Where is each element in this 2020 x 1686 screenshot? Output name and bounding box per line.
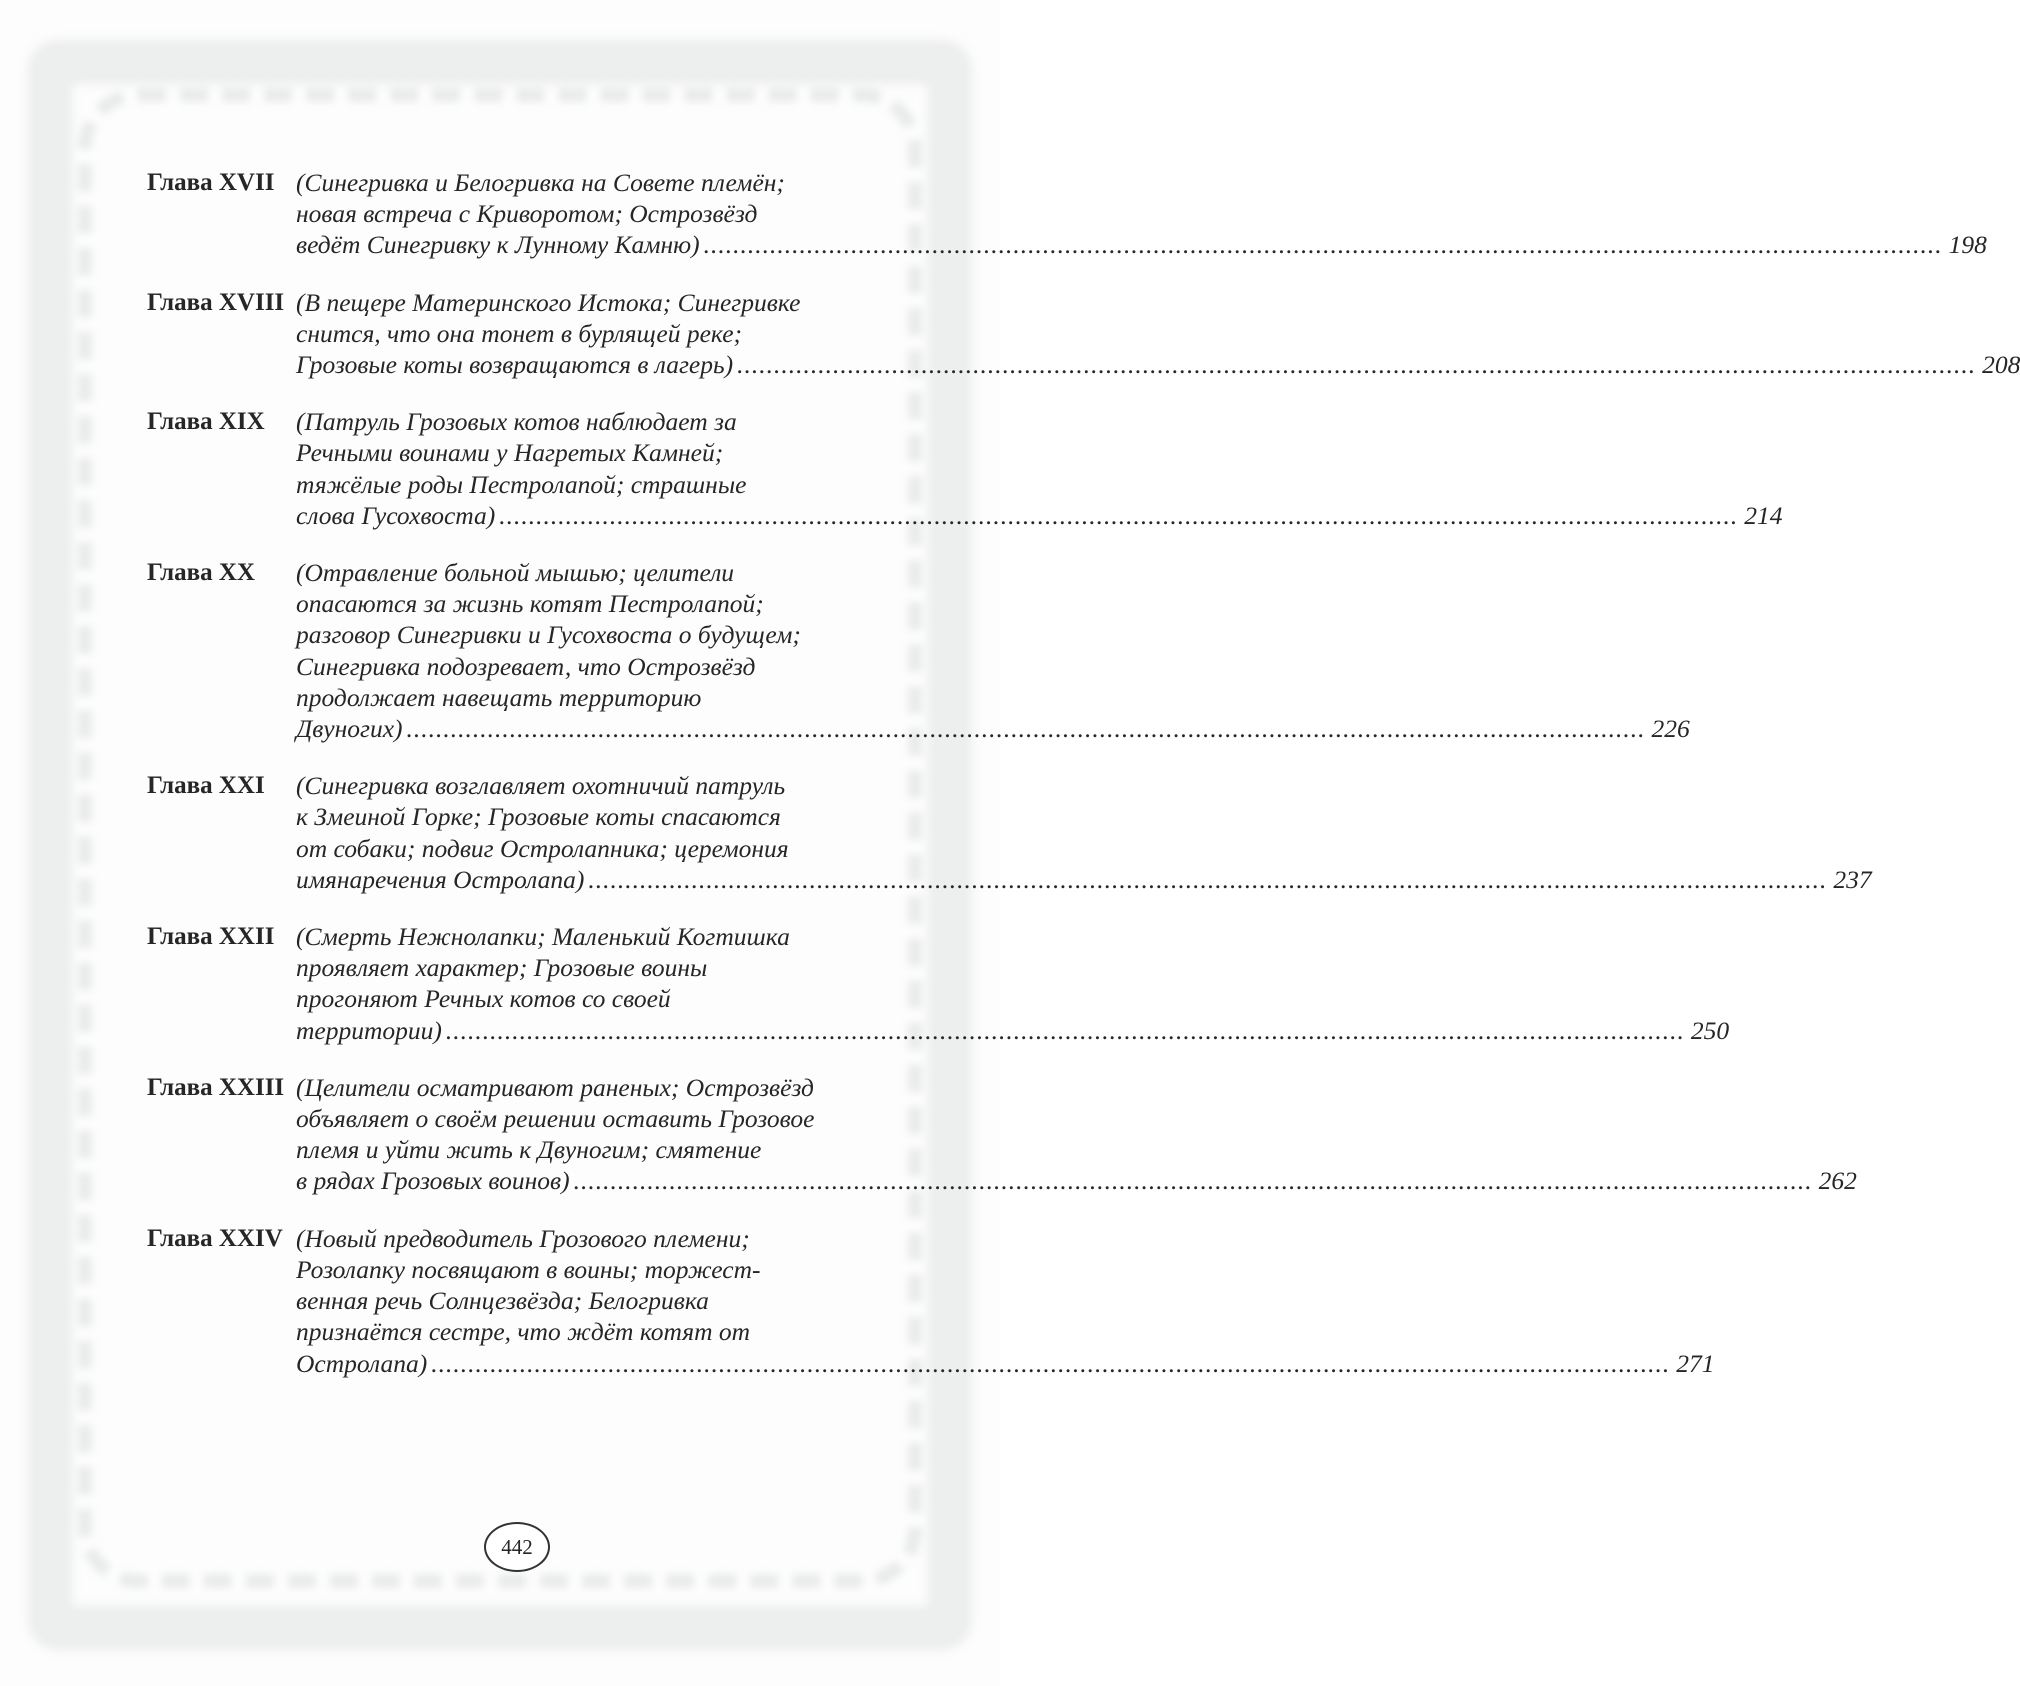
chapter-page-number: 226: [1651, 714, 1690, 744]
description-line: разговор Синегривки и Гусохвоста о будущем;: [296, 620, 801, 650]
chapter-page-number: 250: [1690, 1015, 1730, 1045]
description-line: Двуногих): [296, 714, 403, 744]
description-last-line: [296, 349, 2020, 380]
chapter-label: Глава XX: [147, 559, 255, 587]
description-last-line: [296, 229, 1987, 260]
chapter-page-number: 214: [1744, 500, 1783, 530]
page-number-badge: [484, 1522, 550, 1572]
toc-entry: [147, 287, 2020, 381]
description-last-line: [296, 500, 1783, 531]
chapter-page-number: 262: [1818, 1166, 1857, 1196]
toc-entry: [147, 406, 1783, 531]
chapter-page-number: 198: [1948, 230, 1987, 260]
description-last-line: [296, 864, 1872, 895]
chapter-description: [296, 167, 1987, 261]
dot-leader: [446, 1015, 1685, 1046]
description-line: к Змеиной Горке; Грозовые коты спасаются: [296, 802, 781, 832]
description-line: Речными воинами у Нагретых Камней;: [296, 438, 724, 468]
dot-leader: [499, 500, 1738, 531]
chapter-label: Глава XVII: [147, 169, 275, 196]
dot-leader: [704, 229, 1943, 260]
description-line: (Целители осматривают раненых; Острозвёзд: [296, 1072, 814, 1102]
description-line: объявляет о своём решении оставить Грозовое: [296, 1104, 815, 1134]
description-line: (В пещере Материнского Истока; Синегривке: [296, 287, 801, 317]
chapter-description: [296, 287, 2020, 381]
description-last-line: [296, 1015, 1729, 1046]
description-line: (Смерть Нежнолапки; Маленький Когтишка: [296, 922, 790, 952]
description-line: снится, что она тонет в бурлящей реке;: [296, 318, 743, 348]
toc-entry: [147, 1223, 1715, 1379]
description-last-line: [296, 1348, 1714, 1379]
chapter-label: Глава XXI: [147, 772, 265, 800]
dot-leader: [574, 1165, 1813, 1196]
chapter-description: [296, 1072, 1857, 1197]
description-line: имянаречения Остролапа): [296, 864, 585, 894]
chapter-page-number: 237: [1833, 864, 1872, 894]
page-number: 442: [501, 1534, 533, 1559]
chapter-page-number: 208: [1982, 350, 2020, 380]
description-line: племя и уйти жить к Двуногим; смятение: [296, 1135, 762, 1165]
dot-leader: [588, 864, 1827, 895]
toc-entry: [147, 557, 1690, 744]
description-line: (Отравление больной мышью; целители: [296, 558, 735, 588]
description-line: (Синегривка и Белогривка на Совете племён;: [296, 168, 785, 197]
dot-leader: [407, 713, 1646, 744]
table-of-contents: [147, 167, 2020, 1405]
toc-entry: [147, 770, 1872, 895]
description-line: тяжёлые роды Пестролапой; страшные: [296, 469, 747, 499]
description-line: территории): [296, 1015, 442, 1045]
description-line: (Патруль Грозовых котов наблюдает за: [296, 407, 737, 437]
dot-leader: [737, 349, 1976, 380]
description-line: продолжает навещать территорию: [296, 682, 702, 712]
description-line: от собаки; подвиг Остролапника; церемония: [296, 833, 789, 863]
toc-entry: [147, 167, 1987, 261]
description-last-line: [296, 1165, 1857, 1196]
chapter-page-number: 271: [1676, 1348, 1715, 1378]
description-line: проявляет характер; Грозовые воины: [296, 953, 708, 983]
dot-leader: [431, 1348, 1670, 1379]
description-line: новая встреча с Криворотом; Острозвёзд: [296, 199, 758, 229]
chapter-label: Глава XXIII: [147, 1073, 285, 1101]
description-line: признаётся сестре, что ждёт котят от: [296, 1317, 751, 1347]
description-line: Грозовые коты возвращаются в лагерь): [296, 350, 734, 380]
chapter-description: [296, 1223, 1714, 1379]
description-line: Синегривка подозревает, что Острозвёзд: [296, 651, 756, 681]
toc-entry: [147, 1072, 1857, 1197]
description-last-line: [296, 713, 1690, 744]
description-line: (Синегривка возглавляет охотничий патруль: [296, 771, 786, 801]
description-line: Остролапа): [296, 1348, 428, 1378]
chapter-description: [296, 921, 1729, 1046]
chapter-description: [296, 770, 1872, 895]
description-line: слова Гусохвоста): [296, 500, 496, 530]
chapter-label: Глава XIX: [147, 408, 265, 436]
chapter-label: Глава XXII: [147, 923, 275, 951]
chapter-description: [296, 557, 1690, 744]
description-line: Розолапку посвящают в воины; торжест-: [296, 1254, 761, 1284]
chapter-label: Глава XVIII: [147, 288, 285, 316]
description-line: венная речь Солнцезвёзда; Белогривка: [296, 1286, 709, 1316]
description-line: опасаются за жизнь котят Пестролапой;: [296, 589, 764, 619]
description-line: (Новый предводитель Грозового племени;: [296, 1223, 750, 1253]
toc-entry: [147, 921, 1730, 1046]
chapter-description: [296, 406, 1783, 531]
description-line: прогоняют Речных котов со своей: [296, 984, 671, 1014]
description-line: в рядах Грозовых воинов): [296, 1166, 570, 1196]
description-line: ведёт Синегривку к Лунному Камню): [296, 230, 700, 260]
chapter-label: Глава XXIV: [147, 1224, 283, 1252]
